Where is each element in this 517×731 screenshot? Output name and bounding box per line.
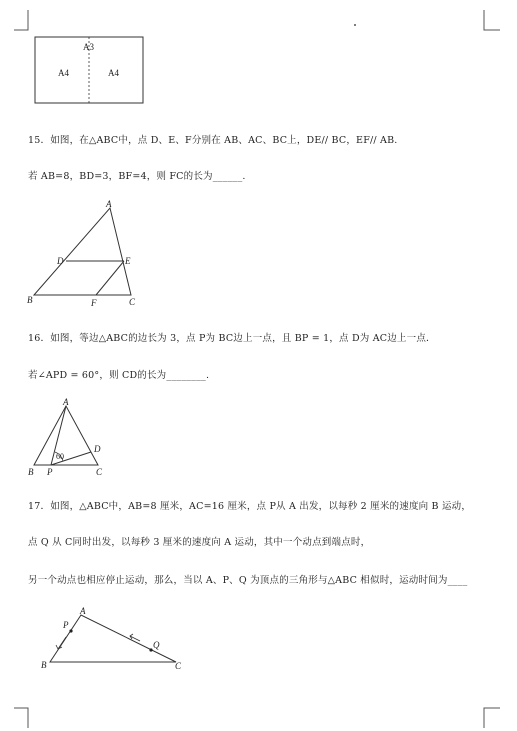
crop-mark-top-right [480, 10, 500, 34]
point-p: P [47, 467, 53, 477]
point-d: D [94, 444, 101, 454]
triangle-abc [34, 406, 98, 465]
point-c: C [129, 297, 136, 307]
label-a4-right: A4 [108, 68, 119, 78]
point-c: C [96, 467, 103, 477]
label-a3: A3 [83, 42, 94, 52]
point-e: E [125, 256, 131, 266]
point-b: B [41, 660, 47, 670]
point-f: F [91, 298, 97, 308]
point-a: A [63, 397, 69, 407]
paper-fold-figure [34, 36, 146, 106]
q15-line2: 若 AB=8，BD=3，BF=4，则 FC的长为______. [28, 171, 246, 182]
point-p-dot [69, 629, 72, 632]
q16-line2: 若∠APD = 60°，则 CD的长为________. [28, 370, 210, 381]
segment-ef [96, 261, 124, 295]
q15-figure [26, 198, 146, 310]
triangle-abc [34, 208, 131, 295]
point-a: A [80, 606, 86, 616]
crop-mark-bottom-left [14, 704, 34, 728]
q17-line1: 17．如图，△ABC中，AB=8 厘米，AC=16 厘米，点 P从 A 出发，以每秒 2 厘米的速度向 B 运动， [28, 501, 472, 512]
crop-mark-bottom-right [480, 704, 500, 728]
q17-figure [38, 606, 188, 670]
q15-line1: 15．如图，在△ABC中，点 D、E、F分别在 AB、AC、BC上，DE// BC，EF// AB. [28, 135, 398, 146]
speck [354, 24, 356, 26]
point-d: D [57, 256, 64, 266]
crop-mark-top-left [14, 10, 34, 34]
q17-line2: 点 Q 从 C同时出发，以每秒 3 厘米的速度向 A 运动，其中一个动点到端点时， [28, 537, 371, 548]
point-a: A [106, 199, 112, 209]
point-b: B [28, 467, 34, 477]
point-c: C [175, 661, 182, 671]
q17-line3: 另一个动点也相应停止运动，那么，当以 A、P、Q 为顶点的三角形与△ABC 相似时，运动时间为____ [28, 575, 468, 586]
label-a4-left: A4 [58, 68, 69, 78]
point-q: Q [153, 640, 160, 650]
triangle-abc [50, 615, 176, 662]
point-p: P [63, 620, 69, 630]
q16-line1: 16．如图，等边△ABC的边长为 3，点 P为 BC边上一点，且 BP = 1，点 D为 AC边上一点． [28, 333, 436, 344]
q16-figure [26, 396, 116, 478]
angle-label: 60 [56, 452, 64, 461]
point-b: B [27, 295, 33, 305]
